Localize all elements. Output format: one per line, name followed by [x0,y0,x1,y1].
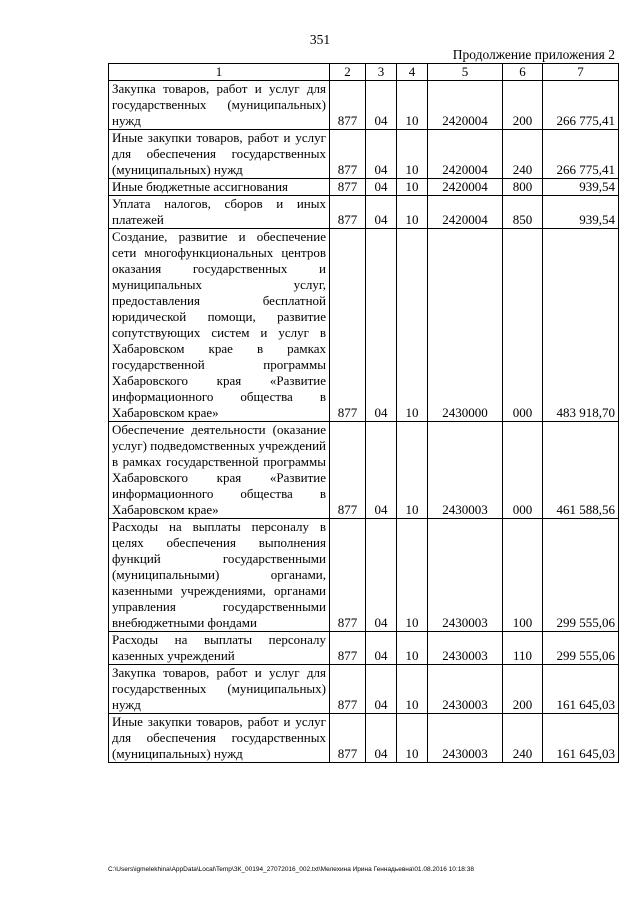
target-article-code: 2430000 [428,229,503,422]
subsection-code: 10 [397,714,428,763]
section-code: 04 [366,196,397,229]
amount: 939,54 [543,179,619,196]
ministry-code: 877 [330,714,366,763]
subsection-code: 10 [397,229,428,422]
row-name: Закупка товаров, работ и услуг для государственных (муниципальных) нужд [109,665,330,714]
ministry-code: 877 [330,422,366,519]
section-code: 04 [366,519,397,632]
row-name: Расходы на выплаты персоналу в целях обеспечения выполнения функций государственными (муниципальными) органами, казенными учреждениями, органами управления государственными внебюджетными фондами [109,519,330,632]
ministry-code: 877 [330,229,366,422]
target-article-code: 2430003 [428,519,503,632]
section-code: 04 [366,632,397,665]
table-row [109,422,619,519]
ministry-code: 877 [330,632,366,665]
target-article-code: 2430003 [428,665,503,714]
column-header: 2 [330,64,366,81]
row-name: Расходы на выплаты персоналу казенных учреждений [109,632,330,665]
section-code: 04 [366,422,397,519]
section-code: 04 [366,665,397,714]
column-header: 4 [397,64,428,81]
table-row [109,81,619,130]
target-article-code: 2420004 [428,196,503,229]
subsection-code: 10 [397,81,428,130]
expense-type-code: 200 [503,81,543,130]
table-row [109,179,619,196]
target-article-code: 2430003 [428,714,503,763]
table-row [109,196,619,229]
row-name: Закупка товаров, работ и услуг для государственных (муниципальных) нужд [109,81,330,130]
target-article-code: 2420004 [428,179,503,196]
ministry-code: 877 [330,130,366,179]
footer-file-path: C:\Users\igmelekhina\AppData\Local\Temp\ЗК_00194_27072016_002.txt\Мелехина Ирина Геннадьевна\01.08.2016 10:18:38 [108,866,474,873]
row-name: Иные закупки товаров, работ и услуг для обеспечения государственных (муниципальных) нужд [109,130,330,179]
target-article-code: 2430003 [428,632,503,665]
ministry-code: 877 [330,179,366,196]
target-article-code: 2420004 [428,130,503,179]
expense-type-code: 200 [503,665,543,714]
table-row [109,714,619,763]
expense-type-code: 100 [503,519,543,632]
section-code: 04 [366,130,397,179]
table-row [109,632,619,665]
subsection-code: 10 [397,632,428,665]
subsection-code: 10 [397,196,428,229]
target-article-code: 2420004 [428,81,503,130]
table-row [109,130,619,179]
amount: 266 775,41 [543,81,619,130]
amount: 939,54 [543,196,619,229]
table-row [109,519,619,632]
page-number: 351 [309,32,331,47]
expense-type-code: 110 [503,632,543,665]
expense-type-code: 800 [503,179,543,196]
section-code: 04 [366,229,397,422]
row-name: Обеспечение деятельности (оказание услуг) подведомственных учреждений в рамках государственной программы Хабаровского края «Развитие информационного общества в Хабаровском крае» [109,422,330,519]
expense-type-code: 850 [503,196,543,229]
column-header: 7 [543,64,619,81]
expense-type-code: 000 [503,229,543,422]
target-article-code: 2430003 [428,422,503,519]
expense-type-code: 240 [503,130,543,179]
section-code: 04 [366,714,397,763]
column-header: 1 [109,64,330,81]
section-code: 04 [366,81,397,130]
amount: 461 588,56 [543,422,619,519]
amount: 266 775,41 [543,130,619,179]
row-name: Иные закупки товаров, работ и услуг для обеспечения государственных (муниципальных) нужд [109,714,330,763]
table-row [109,229,619,422]
appendix-continuation-label: Продолжение приложения 2 [452,47,615,62]
section-code: 04 [366,179,397,196]
row-name: Иные бюджетные ассигнования [109,179,330,196]
subsection-code: 10 [397,665,428,714]
ministry-code: 877 [330,519,366,632]
budget-table [108,63,619,763]
expense-type-code: 240 [503,714,543,763]
subsection-code: 10 [397,519,428,632]
expense-type-code: 000 [503,422,543,519]
column-header: 5 [428,64,503,81]
subsection-code: 10 [397,422,428,519]
subsection-code: 10 [397,130,428,179]
amount: 299 555,06 [543,519,619,632]
amount: 161 645,03 [543,714,619,763]
ministry-code: 877 [330,665,366,714]
table-header-row [109,64,619,81]
ministry-code: 877 [330,81,366,130]
row-name: Уплата налогов, сборов и иных платежей [109,196,330,229]
column-header: 6 [503,64,543,81]
subsection-code: 10 [397,179,428,196]
column-header: 3 [366,64,397,81]
amount: 299 555,06 [543,632,619,665]
amount: 161 645,03 [543,665,619,714]
amount: 483 918,70 [543,229,619,422]
row-name: Создание, развитие и обеспечение сети многофункциональных центров оказания государственных и муниципальных услуг, предоставления бесплатной юридической помощи, развитие сопутствующих систем и услуг в Хабаровском крае в рамках государственной программы Хабаровского края «Развитие информационного общества в Хабаровском крае» [109,229,330,422]
table-row [109,665,619,714]
ministry-code: 877 [330,196,366,229]
